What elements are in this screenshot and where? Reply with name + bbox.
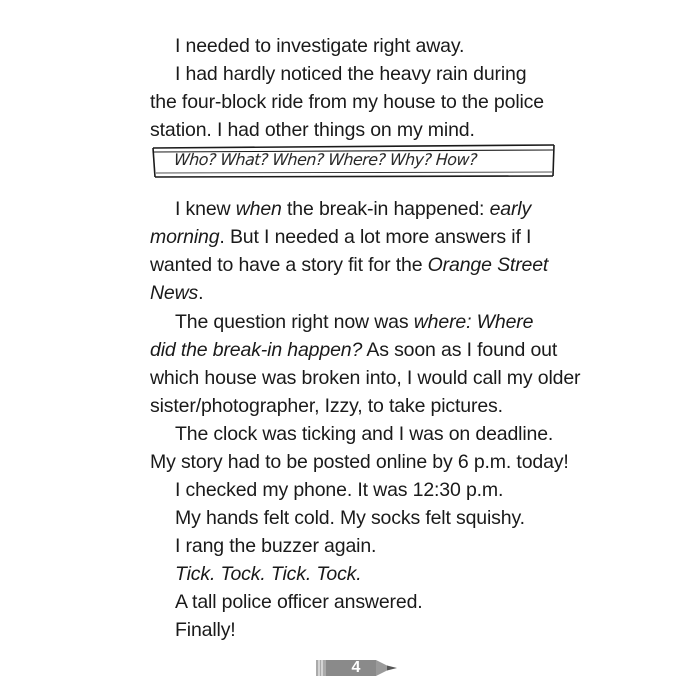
body-text: the break-in happened: [281, 198, 490, 220]
body-text: wanted to have a story fit for the [150, 254, 428, 276]
body-text: the four-block ride from my house to the police [150, 91, 544, 113]
text-line [175, 590, 423, 614]
text-line [150, 225, 531, 249]
italic-text: where: Where [413, 311, 534, 333]
text-line [175, 506, 525, 530]
body-text: I had hardly noticed the heavy rain during [175, 63, 527, 85]
page-number-pencil [316, 658, 400, 678]
body-text: The question right now was [175, 311, 414, 333]
body-text: I knew [175, 198, 236, 220]
italic-text: morning [150, 226, 220, 248]
body-text: which house was broken into, I would call my older [150, 367, 581, 389]
text-line [175, 618, 236, 642]
text-line [150, 253, 548, 277]
body-text: I checked my phone. It was 12:30 p.m. [175, 479, 504, 501]
text-line [150, 338, 557, 362]
body-text: I rang the buzzer again. [175, 535, 377, 557]
italic-text: Tick. Tock. Tick. Tock. [175, 563, 362, 585]
text-line [175, 197, 531, 221]
body-text: My hands felt cold. My socks felt squishy. [175, 507, 525, 529]
body-text: As soon as I found out [362, 339, 558, 361]
italic-text: early [489, 198, 532, 220]
body-text: Finally! [175, 619, 236, 641]
italic-text: did the break-in happen? [150, 339, 363, 361]
page-number: 4 [351, 659, 361, 676]
text-line [175, 62, 526, 86]
body-text: . But I needed a lot more answers if I [219, 226, 532, 248]
body-text: . [198, 282, 204, 304]
text-line [150, 394, 503, 418]
body-text: station. I had other things on my mind. [150, 119, 475, 141]
body-text: The clock was ticking and I was on deadline. [175, 423, 554, 445]
text-line [150, 281, 203, 305]
text-line [150, 366, 580, 390]
italic-text: News [150, 282, 199, 304]
body-text: My story had to be posted online by 6 p.m. today! [150, 451, 569, 473]
text-line [175, 310, 533, 334]
body-text: A tall police officer answered. [175, 591, 423, 613]
text-line [175, 562, 362, 586]
italic-text: Orange Street [427, 254, 549, 276]
text-line [175, 34, 464, 58]
questions-callout-box [150, 135, 556, 181]
body-text: I needed to investigate right away. [175, 35, 465, 57]
body-text: sister/photographer, Izzy, to take pictures. [150, 395, 503, 417]
callout-text: Who? What? When? Where? Why? How? [173, 150, 478, 169]
text-line [175, 478, 503, 502]
italic-text: when [235, 198, 282, 220]
text-line [150, 90, 544, 114]
text-line [175, 534, 376, 558]
text-line [175, 422, 553, 446]
text-line [150, 450, 569, 474]
